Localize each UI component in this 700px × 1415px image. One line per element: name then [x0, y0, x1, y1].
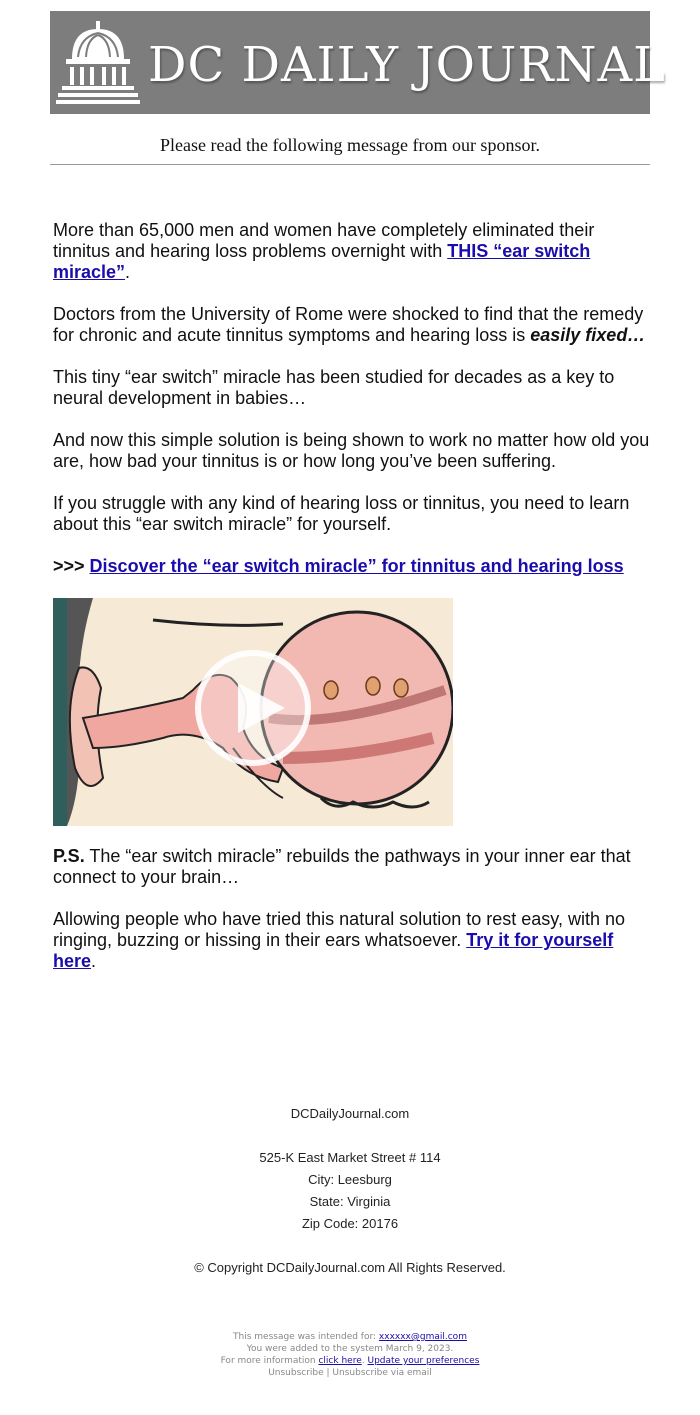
- paragraph-text: .: [125, 262, 131, 282]
- footer-site: DCDailyJournal.com: [290, 1106, 410, 1121]
- video-thumbnail[interactable]: [53, 598, 453, 826]
- discover-link[interactable]: Discover the “ear switch miracle” for tinnitus and hearing loss: [89, 556, 624, 576]
- emphasis-text: easily fixed…: [530, 325, 646, 345]
- click-here-link[interactable]: click here: [318, 1356, 362, 1366]
- ps-label: P.S.: [53, 846, 85, 866]
- capitol-dome-icon: [56, 19, 140, 107]
- masthead-title: DC DAILY JOURNAL: [148, 37, 667, 93]
- paragraph-text: Doctors from the University of Rome were shocked to find that the remedy for chronic and acute tinnitus symptoms and hearing loss is: [53, 304, 644, 345]
- sponsor-message: Please read the following message from our sponsor.: [160, 135, 540, 155]
- paragraph-doctors: [53, 304, 653, 346]
- paragraph-solution: [53, 430, 653, 472]
- paragraph-struggle: [53, 493, 653, 535]
- ear-switch-link[interactable]: THIS “ear switch miracle”: [53, 241, 591, 282]
- paragraph-discover: [53, 556, 653, 577]
- paragraph-ps: [53, 846, 653, 888]
- fine-print-added: You were added to the system March 9, 2023.: [246, 1344, 454, 1354]
- paragraph-text: Allowing people who have tried this natural solution to rest easy, with no ringing, buzzing or hissing in their ears whatsoever.: [53, 909, 625, 950]
- divider: [50, 164, 650, 165]
- paragraph-text: This tiny “ear switch” miracle has been studied for decades as a key to neural development in babies…: [53, 367, 615, 408]
- paragraph-intro: [53, 220, 653, 283]
- paragraph-text: If you struggle with any kind of hearing loss or tinnitus, you need to learn about this “ear switch miracle” for yourself.: [53, 493, 630, 534]
- fine-print-text: .: [361, 1356, 368, 1366]
- fine-print-more-info: [0, 1355, 700, 1367]
- try-it-link[interactable]: Try it for yourself here: [53, 930, 614, 971]
- email-link[interactable]: xxxxxx@gmail.com: [378, 1332, 467, 1342]
- paragraph-text: More than 65,000 men and women have completely eliminated their tinnitus and hearing loss problems overnight with: [53, 220, 595, 261]
- footer-zip: Zip Code: 20176: [301, 1216, 399, 1231]
- footer-state: State: Virginia: [309, 1194, 391, 1209]
- paragraph-text: .: [91, 951, 97, 971]
- paragraph-text: And now this simple solution is being shown to work no matter how old you are, how bad your tinnitus is or how long you’ve been suffering.: [53, 430, 650, 471]
- header-banner: [50, 11, 667, 114]
- footer-copyright: © Copyright DCDailyJournal.com All Rights Reserved.: [194, 1260, 506, 1275]
- update-preferences-link[interactable]: Update your preferences: [367, 1356, 480, 1366]
- paragraph-babies: [53, 367, 653, 409]
- fine-print-text: For more information: [220, 1356, 319, 1366]
- fine-print-text: This message was intended for:: [233, 1332, 379, 1342]
- unsubscribe-links[interactable]: Unsubscribe | Unsubscribe via email: [268, 1368, 432, 1378]
- footer-city: City: Leesburg: [308, 1172, 392, 1187]
- footer-address: 525-K East Market Street # 114: [259, 1150, 441, 1165]
- paragraph-text: The “ear switch miracle” rebuilds the pathways in your inner ear that connect to your brain…: [53, 846, 631, 887]
- fine-print-intended: [0, 1331, 700, 1343]
- arrow-prefix: >>>: [53, 556, 90, 576]
- paragraph-allowing: [53, 909, 653, 972]
